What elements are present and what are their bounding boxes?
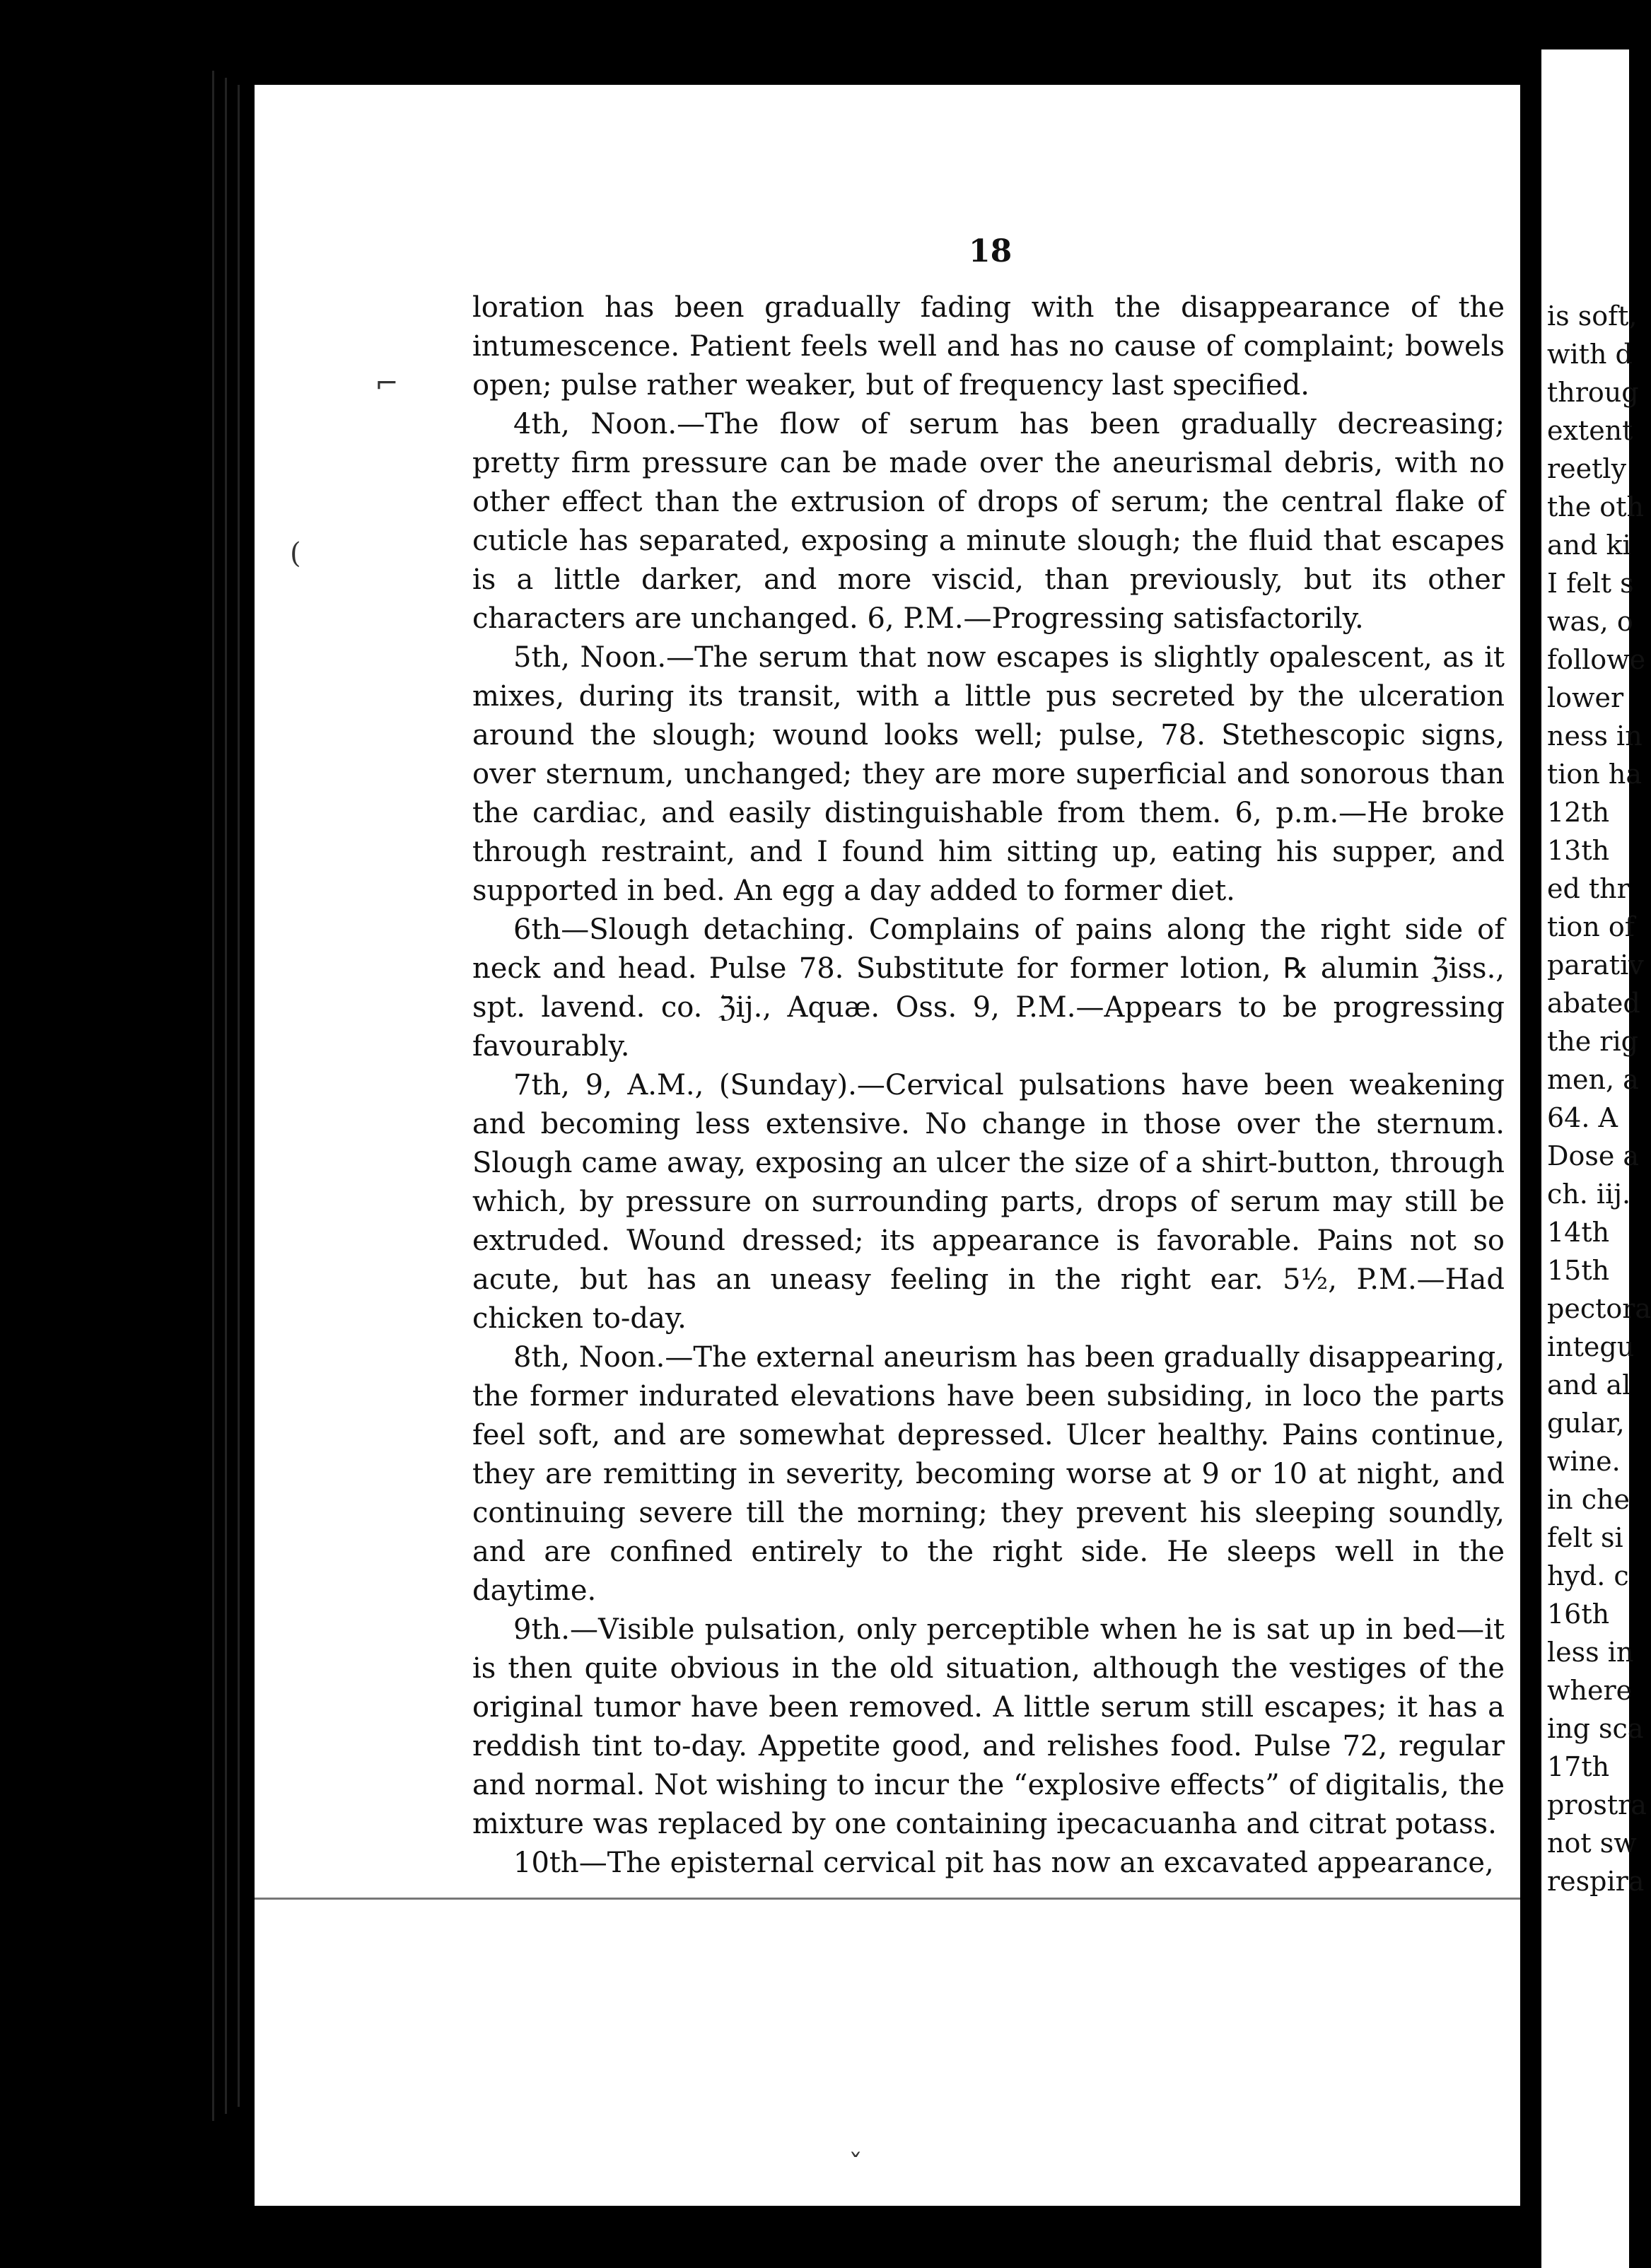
facing-page-fragment: tion ha <box>1547 759 1642 790</box>
facing-page-fragment: the rig <box>1547 1026 1638 1057</box>
paragraph: 7th, 9, A.M., (Sunday).—Cervical pulsations have been weakening and becoming less extensive. No change in those over the sternum. Slough came away, exposing an ulcer the size of a shirt-button, through which, by pressure on surrounding parts, drops of serum may still be extruded. Wound dressed; its appearance is favorable. Pains not so acute, but has an uneasy feeling in the right ear. 5½, P.M.—Had chicken to-day. <box>472 1069 1505 1335</box>
facing-page-fragment: is soft, <box>1547 300 1638 332</box>
page-gutter <box>1520 42 1541 2268</box>
paragraph: 5th, Noon.—The serum that now escapes is slightly opalescent, as it mixes, during its transit, with a little pus secreted by the ulceration around the slough; wound looks well; pulse, 78. Stethescopic signs, over sternum, unchanged; they are more superficial and sonorous than the cardiac, and easily distinguishable from them. 6, p.m.—He broke through restraint, and I found him sitting up, eating his supper, and supported in bed. An egg a day added to former diet. <box>472 641 1505 907</box>
facing-page-fragment: and ki <box>1547 530 1631 561</box>
facing-page-fragment: not sw <box>1547 1828 1637 1859</box>
facing-page <box>1541 49 1651 2268</box>
facing-page-fragment: 12th <box>1547 797 1610 828</box>
facing-page-fragment: ing sca <box>1547 1713 1644 1744</box>
facing-page-fragment: 16th <box>1547 1598 1610 1630</box>
facing-page-fragment: followe <box>1547 644 1646 675</box>
facing-page-fragment: ch. iij. <box>1547 1179 1631 1210</box>
facing-page-fragment: parativ <box>1547 949 1644 981</box>
facing-page-fragment: gular, <box>1547 1408 1625 1439</box>
facing-page-fragment: ed thr <box>1547 873 1630 904</box>
facing-page-fragment: prostra <box>1547 1789 1647 1820</box>
facing-page-fragment: pectora <box>1547 1293 1651 1324</box>
paragraph: 10th—The episternal cervical pit has now an excavated appearance, <box>513 1847 1494 1879</box>
facing-page-fragment: reetly <box>1547 453 1627 484</box>
facing-page-fragment: hyd. c <box>1547 1560 1629 1591</box>
facing-page-fragment: with d <box>1547 339 1633 370</box>
facing-page-fragment: where <box>1547 1675 1633 1706</box>
facing-page-fragment: 15th <box>1547 1255 1610 1286</box>
facing-page-fragment: Dose a <box>1547 1140 1640 1171</box>
margin-mark: ⌐ <box>375 368 399 400</box>
paragraph: 4th, Noon.—The flow of serum has been gradually decreasing; pretty firm pressure can be made over the aneurismal debris, with no other effect than the extrusion of drops of serum; the central flake of cuticle has separated, exposing a minute slough; the fluid that escapes is a little darker, and more viscid, than previously, but its other characters are unchanged. 6, P.M.—Progressing satisfactorily. <box>472 408 1505 635</box>
page-edge-line <box>212 71 214 2121</box>
facing-page-fragment: felt si <box>1547 1522 1623 1553</box>
facing-page-fragment: abated <box>1547 988 1640 1019</box>
facing-page-fragment: tion of <box>1547 911 1635 942</box>
facing-page-fragment: men, a <box>1547 1064 1639 1095</box>
facing-page-fragment: 14th <box>1547 1217 1610 1248</box>
facing-page-fragment: ness in <box>1547 720 1643 752</box>
page-number: 18 <box>969 233 1013 269</box>
facing-page-fragment: I felt s <box>1547 568 1634 599</box>
facing-page-fragment: wine. <box>1547 1446 1621 1477</box>
page-edge-line <box>238 85 240 2107</box>
body-text <box>472 288 1505 1883</box>
facing-page-fragment: the oth <box>1547 491 1644 522</box>
facing-page-fragment: lower <box>1547 682 1624 713</box>
paragraph: loration has been gradually fading with the disappearance of the intumescence. Patient feels well and has no cause of complaint; bowels open; pulse rather weaker, but of frequency last specified. <box>472 291 1505 402</box>
facing-page-fragment: less in <box>1547 1637 1634 1668</box>
paragraph: 8th, Noon.—The external aneurism has been gradually disappearing, the former indurated elevations have been subsiding, in loco the parts feel soft, and are somewhat depressed. Ulcer healthy. Pains continue, they are remitting in severity, becoming worse at 9 or 10 at night, and continuing severe till the morning; they prevent his sleeping soundly, and are confined entirely to the right side. He sleeps well in the daytime. <box>472 1341 1505 1607</box>
facing-page-fragment: 17th <box>1547 1751 1610 1782</box>
facing-page-fragment: integu <box>1547 1331 1635 1362</box>
facing-page-fragment: and al <box>1547 1369 1631 1401</box>
facing-page-fragment: was, o <box>1547 606 1633 637</box>
page-edge-line <box>225 78 227 2114</box>
facing-page-fragment: respira <box>1547 1866 1645 1897</box>
margin-mark: ( <box>290 537 301 570</box>
scan-rule-line <box>255 1898 1629 1900</box>
facing-page-fragment: 64. A <box>1547 1102 1618 1133</box>
paragraph: 6th—Slough detaching. Complains of pains along the right side of neck and head. Pulse 78. Substitute for former lotion, ℞ alumin ℨiss., spt. lavend. co. ℨij., Aquæ. Oss. 9, P.M.—Appears to be progressing favourably. <box>472 913 1505 1063</box>
margin-mark: ˇ <box>848 2149 863 2182</box>
facing-page-fragment: in che <box>1547 1484 1630 1515</box>
facing-page-fragment: 13th <box>1547 835 1610 866</box>
facing-page-fragment: throug <box>1547 377 1639 408</box>
paragraph: 9th.—Visible pulsation, only perceptible when he is sat up in bed—it is then quite obvious in the old situation, although the vestiges of the original tumor have been removed. A little serum still escapes; it has a reddish tint to-day. Appetite good, and relishes food. Pulse 72, regular and normal. Not wishing to incur the “explosive effects” of digitalis, the mixture was replaced by one containing ipecacuanha and citrat potass. <box>472 1613 1505 1840</box>
facing-page-fragment: extent <box>1547 415 1633 446</box>
